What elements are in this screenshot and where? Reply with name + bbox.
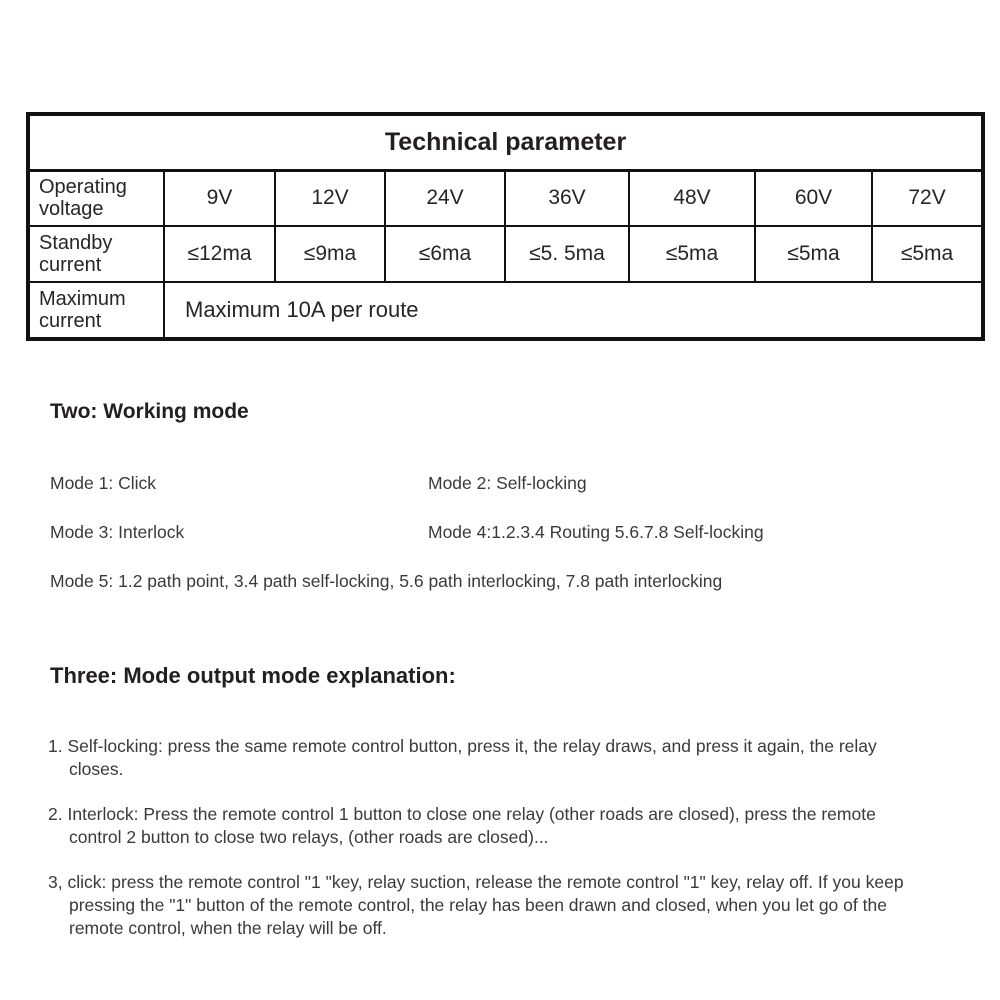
mode-4-label: Mode 4:1.2.3.4 Routing 5.6.7.8 Self-locking — [428, 522, 764, 542]
voltage-cell: 36V — [505, 170, 629, 226]
maximum-current-row — [28, 282, 983, 339]
row-header-standby-current: Standby current — [28, 226, 164, 282]
mode-5-label: Mode 5: 1.2 path point, 3.4 path self-locking, 5.6 path interlocking, 7.8 path interlocking — [50, 571, 723, 591]
mode-explanation-list — [48, 735, 906, 962]
row-header-operating-voltage: Operating voltage — [28, 170, 164, 226]
mode-2-label: Mode 2: Self-locking — [428, 473, 587, 493]
operating-voltage-row — [28, 170, 983, 226]
voltage-cell: 9V — [164, 170, 275, 226]
item-text: click: press the remote control "1 "key, relay suction, release the remote control "1" key, relay off. If you keep pressing the "1" button of the remote control, the relay has been drawn and closed, when you let go of the remote control, when the relay will be off. — [67, 872, 904, 938]
item-text: Interlock: Press the remote control 1 button to close one relay (other roads are closed), press the remote control 2 button to close two relays, (other roads are closed)... — [67, 804, 876, 847]
voltage-cell: 12V — [275, 170, 385, 226]
section-heading-mode-output: Three: Mode output mode explanation: — [50, 663, 456, 688]
voltage-cell: 72V — [872, 170, 983, 226]
standby-cell: ≤5ma — [872, 226, 983, 282]
standby-cell: ≤5ma — [629, 226, 755, 282]
standby-cell: ≤12ma — [164, 226, 275, 282]
explanation-item-interlock — [48, 803, 906, 849]
technical-parameter-table — [26, 112, 985, 341]
table-title-row — [28, 114, 983, 170]
explanation-item-click — [48, 871, 906, 940]
item-marker: 3, — [48, 872, 63, 892]
standby-current-row — [28, 226, 983, 282]
standby-cell: ≤5. 5ma — [505, 226, 629, 282]
maximum-current-value: Maximum 10A per route — [164, 282, 983, 339]
voltage-cell: 60V — [755, 170, 872, 226]
explanation-item-self-locking — [48, 735, 906, 781]
mode-3-label: Mode 3: Interlock — [50, 522, 185, 542]
standby-cell: ≤9ma — [275, 226, 385, 282]
voltage-cell: 24V — [385, 170, 505, 226]
item-marker: 1. — [48, 736, 63, 756]
table-title: Technical parameter — [28, 114, 983, 170]
item-text: Self-locking: press the same remote control button, press it, the relay draws, and press it again, the relay closes. — [67, 736, 877, 779]
item-marker: 2. — [48, 804, 63, 824]
voltage-cell: 48V — [629, 170, 755, 226]
row-header-maximum-current: Maximum current — [28, 282, 164, 339]
section-heading-working-mode: Two: Working mode — [50, 400, 249, 423]
standby-cell: ≤5ma — [755, 226, 872, 282]
standby-cell: ≤6ma — [385, 226, 505, 282]
mode-1-label: Mode 1: Click — [50, 473, 157, 493]
